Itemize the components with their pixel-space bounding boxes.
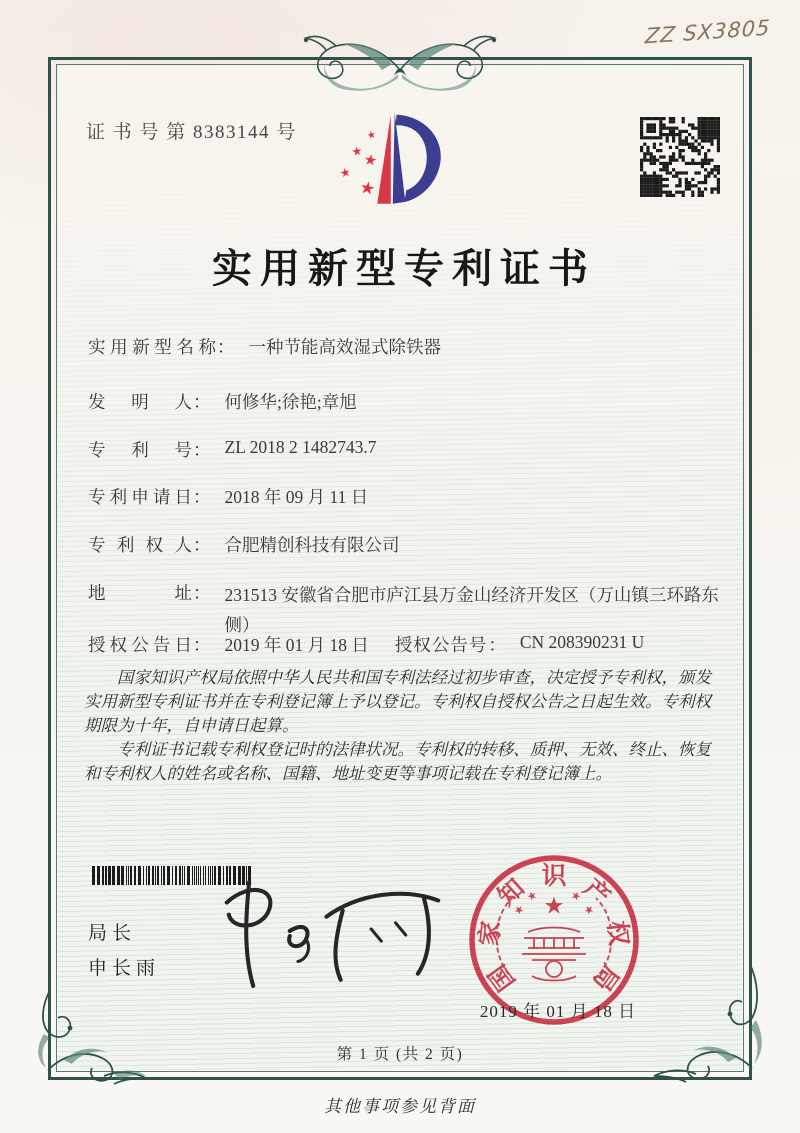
field-value: ZL 2018 2 1482743.7 [224,437,377,457]
legal-paragraph-2: 专利证书记载专利权登记时的法律状况。专利权的转移、质押、无效、终止、恢复和专利权人的姓名或名称、国籍、地址变更等事项记载在专利登记簿上。 [84,739,711,783]
seal-issue-date: 2019 年 01 月 18 日 [479,1002,637,1021]
bottom-right-corner-ornament [651,958,766,1088]
bottom-left-corner-ornament [34,988,149,1088]
field-label: 专利号 [88,440,192,460]
field-value: 231513 安徽省合肥市庐江县万金山经济开发区（万山镇三环路东侧） [224,585,719,636]
field-value: 2019 年 01 月 18 日 [224,635,369,655]
field-label: 专利权人 [88,535,192,555]
grant-number-pair [395,632,644,657]
legal-paragraph-1: 国家知识产权局依照中华人民共和国专利法经过初步审查，决定授予专利权，颁发实用新型专利证书并在专利登记簿上予以登记。专利权自授权公告之日起生效。专利权期限为十年，自申请日起算。 [84,668,711,735]
svg-text:家: 家 [476,919,506,948]
field-label: 实用新型名称 [88,337,216,357]
colon: ： [193,392,211,412]
field-value: 何修华;徐艳;章旭 [224,392,357,412]
field-label: 专利申请日 [88,487,192,507]
colon: ： [193,487,211,507]
certificate-number: 证 书 号 第 8383144 号 [86,122,297,143]
field-label: 地址 [88,583,192,603]
logo-stars [340,130,377,195]
certificate-title: 实用新型专利证书 [212,246,596,291]
back-side-note: 其他事项参见背面 [324,1097,476,1116]
top-flourish-ornament [276,30,524,106]
field-row-patentee [88,532,400,557]
colon: ： [193,583,211,603]
field-value: 一种节能高效湿式除铁器 [248,337,441,357]
handwritten-code: ZZ SX3805 [644,15,772,49]
svg-text:产: 产 [578,874,615,912]
director-name: 申长雨 [88,958,161,979]
colon: ： [193,440,211,460]
field-value: CN 208390231 U [519,632,645,652]
svg-text:权: 权 [602,919,632,948]
field-row-inventors [88,389,357,414]
field-row-patent-number [88,437,376,462]
qr-code [640,117,720,197]
field-label: 授权公告日 [88,635,192,655]
field-label: 发明人 [88,392,192,412]
colon: ： [488,635,506,655]
logo-red-wedge [377,115,391,204]
field-row-filing-date [88,484,368,509]
svg-text:知: 知 [493,874,530,912]
svg-text:局: 局 [587,959,624,996]
field-row-utility-model-name [88,334,441,359]
svg-text:识: 识 [541,863,567,890]
director-title: 局长 [88,923,137,944]
svg-text:国: 国 [484,959,521,996]
colon: ： [193,535,211,555]
page-number: 第 1 页 (共 2 页) [336,1046,464,1063]
legal-text [84,666,726,786]
field-value: 2018 年 09 月 11 日 [224,487,369,507]
field-value: 合肥精创科技有限公司 [224,535,400,555]
cnipa-patent-logo-icon [322,103,448,229]
field-row-grant-date-and-number [88,632,644,657]
colon: ： [217,337,235,357]
logo-blue-wedge [393,113,406,204]
colon: ： [193,635,211,655]
field-label: 授权公告号 [394,635,488,655]
director-signature [212,872,452,994]
